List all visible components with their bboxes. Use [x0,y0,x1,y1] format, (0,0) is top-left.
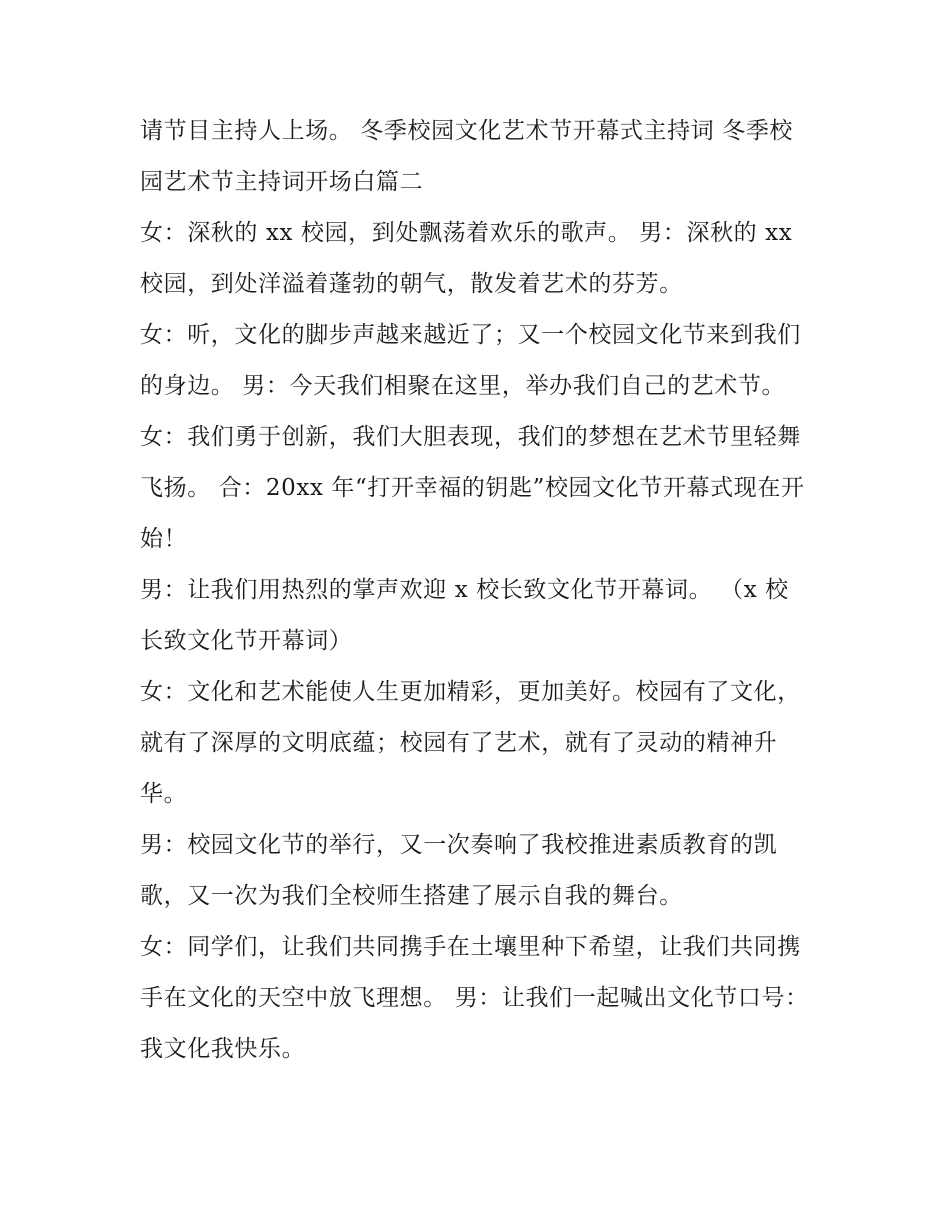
paragraph: 请节目主持人上场。 冬季校园文化艺术节开幕式主持词 冬季校园艺术节主持词开场白篇二 [140,118,794,195]
paragraph: 男：校园文化节的举行，又一次奏响了我校推进素质教育的凯歌，又一次为我们全校师生搭建了展示自我的舞台。 [140,832,778,909]
paragraph: 女：文化和艺术能使人生更加精彩，更加美好。校园有了文化，就有了深厚的文明底蕴；校园有了艺术，就有了灵动的精神升华。 [140,679,801,807]
document-body [140,106,812,1075]
paragraph: 男：让我们用热烈的掌声欢迎 x 校长致文化节开幕词。 （x 校长致文化节开幕词） [140,577,789,654]
paragraph: 女：我们勇于创新，我们大胆表现，我们的梦想在艺术节里轻舞飞扬。 合：20xx 年“打开幸福的钥匙”校园文化节开幕式现在开始！ [140,424,805,552]
paragraph: 女：同学们，让我们共同携手在土壤里种下希望，让我们共同携手在文化的天空中放飞理想。 男：让我们一起喊出文化节口号：我文化我快乐。 [140,934,809,1062]
paragraph: 女：深秋的 xx 校园，到处飘荡着欢乐的歌声。 男：深秋的 xx 校园，到处洋溢着蓬勃的朝气，散发着艺术的芬芳。 [140,220,801,297]
paragraph: 女：听，文化的脚步声越来越近了；又一个校园文化节来到我们的身边。 男：今天我们相聚在这里，举办我们自己的艺术节。 [140,322,801,399]
